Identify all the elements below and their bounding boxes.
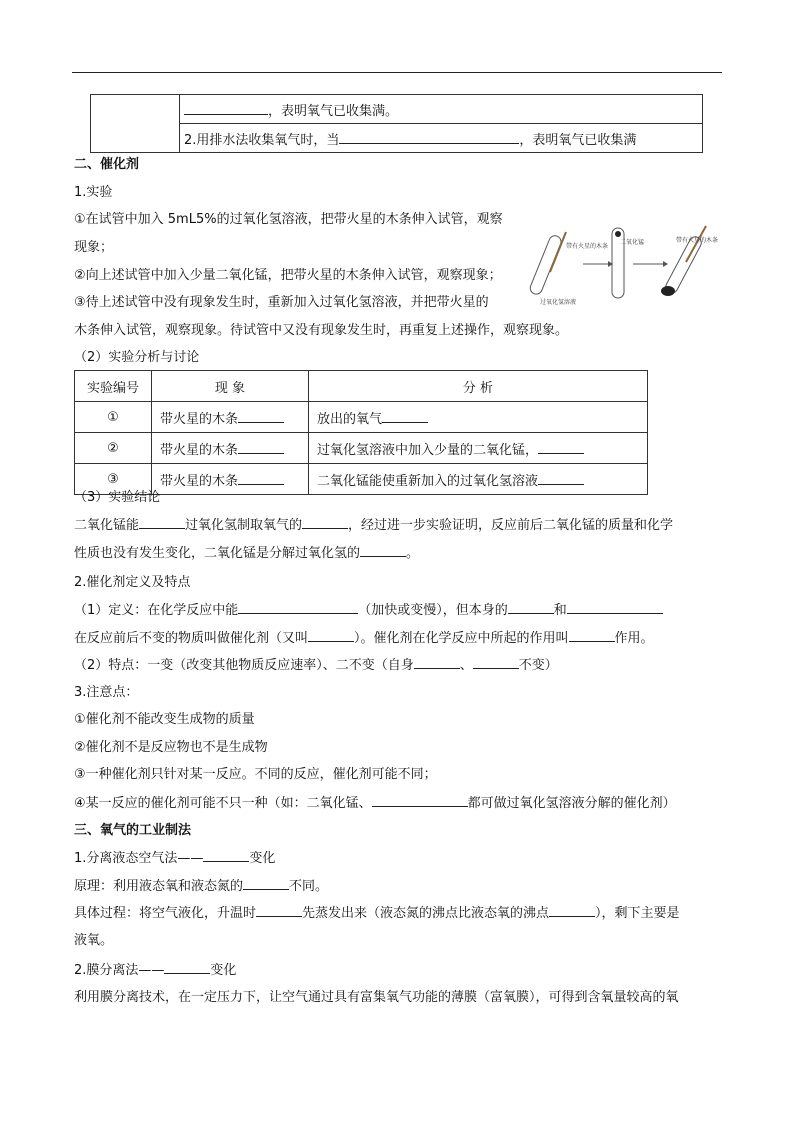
principle-line: 原理：利用液态氧和液态氮的 不同。 — [74, 879, 329, 894]
step-text: 木条伸入试管，观察现象。待试管中又没有现象发生时，再重复上述操作，观察现象。 — [74, 323, 569, 338]
figure-label: 二氧化锰 — [620, 239, 645, 246]
conclusion-line: 性质也没有发生变化，二氧化锰是分解过氧化氢的 。 — [74, 546, 420, 561]
column-header: 实验编号 — [75, 371, 152, 402]
answer-blank[interactable] — [238, 472, 284, 485]
answer-blank[interactable] — [184, 102, 268, 115]
process-line: 液氧。 — [74, 933, 114, 948]
table-row: ② 带火星的木条 过氧化氢溶液中加入少量的二氧化锰， — [75, 433, 648, 464]
answer-blank[interactable] — [339, 131, 519, 144]
answer-blank[interactable] — [308, 629, 354, 642]
step-text: ①在试管中加入 5mL5%的过氧化氢溶液，把带火星的木条伸入试管，观察 — [74, 212, 503, 227]
note-line: ①催化剂不能改变生成物的质量 — [74, 712, 255, 727]
wood-splint — [550, 232, 566, 272]
table-row: ，表明氧气已收集满。 — [180, 95, 703, 124]
section-heading: 三、氧气的工业制法 — [74, 823, 192, 838]
section-heading: 二、催化剂 — [74, 157, 140, 172]
figure-label: 过氧化氢溶液 — [540, 299, 577, 306]
answer-blank[interactable] — [203, 849, 249, 862]
conclusion-line: 二氧化锰能 过氧化氢制取氧气的 ，经过进一步实验证明，反应前后二氧化锰的质量和化学 — [74, 518, 674, 533]
method-line: 2.膜分离法—— 变化 — [74, 963, 237, 978]
table-row: ③ 带火星的木条 二氧化锰能使重新加入的过氧化氢溶液 — [75, 464, 648, 495]
subheading: 1.实验 — [74, 185, 113, 200]
table-row: ① 带火星的木条 放出的氧气 — [75, 402, 648, 433]
feature-line: （2）特点：一变（改变其他物质反应速率）、二不变（自身 、 不变） — [74, 658, 558, 673]
answer-blank[interactable] — [414, 656, 460, 669]
arrow-head-icon — [663, 261, 668, 267]
answer-blank[interactable] — [139, 516, 185, 529]
note-line: ③一种催化剂只针对某一反应。不同的反应，催化剂可能不同； — [74, 767, 437, 782]
note-line: ②催化剂不是反应物也不是生成物 — [74, 740, 268, 755]
answer-blank[interactable] — [382, 410, 428, 423]
subheading: （3）实验结论 — [74, 490, 161, 505]
note-line: ④某一反应的催化剂可能不只一种（如：二氧化锰、 都可做过氧化氢溶液分解的催化剂） — [74, 796, 676, 811]
figure-label: 带有火星的木条 — [566, 243, 609, 250]
subheading: 3.注意点： — [74, 685, 139, 700]
column-header: 现 象 — [152, 371, 309, 402]
answer-blank[interactable] — [164, 961, 210, 974]
experiment-figure — [528, 214, 728, 314]
subheading: （2）实验分析与讨论 — [74, 350, 200, 365]
answer-blank[interactable] — [538, 472, 584, 485]
process-line: 具体过程：将空气液化，升温时 先蒸发出来（液态氮的沸点比液态氧的沸点 ），剩下主要是 — [74, 906, 680, 921]
table-row: 2.用排水法收集氧气时，当 ，表明氧气已收集满 — [180, 124, 703, 153]
answer-blank[interactable] — [569, 629, 615, 642]
answer-blank[interactable] — [473, 656, 519, 669]
step-text: ②向上述试管中加入少量二氧化锰，把带火星的木条伸入试管，观察现象； — [74, 268, 502, 283]
answer-blank[interactable] — [508, 601, 554, 614]
answer-blank[interactable] — [238, 441, 284, 454]
header-rule — [72, 72, 722, 73]
figure-label: 带有火星的木条 — [676, 237, 719, 244]
wood-splint — [686, 226, 706, 262]
step-text: ③待上述试管中没有现象发生时，重新加入过氧化氢溶液，并把带火星的 — [74, 295, 489, 310]
definition-line: 在反应前后不变的物质叫做催化剂（又叫 ）。催化剂在化学反应中所起的作用叫 作用。 — [74, 631, 654, 646]
membrane-line: 利用膜分离技术，在一定压力下，让空气通过具有富集氧气功能的薄膜（富氧膜），可得到含氧量较高的氧 — [74, 990, 679, 1005]
column-header: 分 析 — [309, 371, 648, 402]
method-line: 1.分离液态空气法—— 变化 — [74, 851, 276, 866]
answer-blank[interactable] — [372, 794, 468, 807]
table-cell-empty — [91, 95, 180, 153]
answer-blank[interactable] — [360, 544, 406, 557]
answer-blank[interactable] — [238, 601, 358, 614]
analysis-table — [74, 370, 648, 495]
answer-blank[interactable] — [243, 877, 289, 890]
answer-blank[interactable] — [238, 410, 284, 423]
definition-line: （1）定义：在化学反应中能 （加快或变慢），但本身的 和 — [74, 601, 663, 620]
subheading: 2.催化剂定义及特点 — [74, 575, 191, 590]
answer-blank[interactable] — [302, 516, 348, 529]
answer-blank[interactable] — [538, 441, 584, 454]
oxygen-collection-table — [90, 94, 703, 153]
answer-blank[interactable] — [549, 904, 595, 917]
step-text: 现象； — [74, 240, 114, 255]
test-tube-1 — [528, 234, 562, 296]
answer-blank[interactable] — [567, 601, 663, 614]
answer-blank[interactable] — [256, 904, 302, 917]
